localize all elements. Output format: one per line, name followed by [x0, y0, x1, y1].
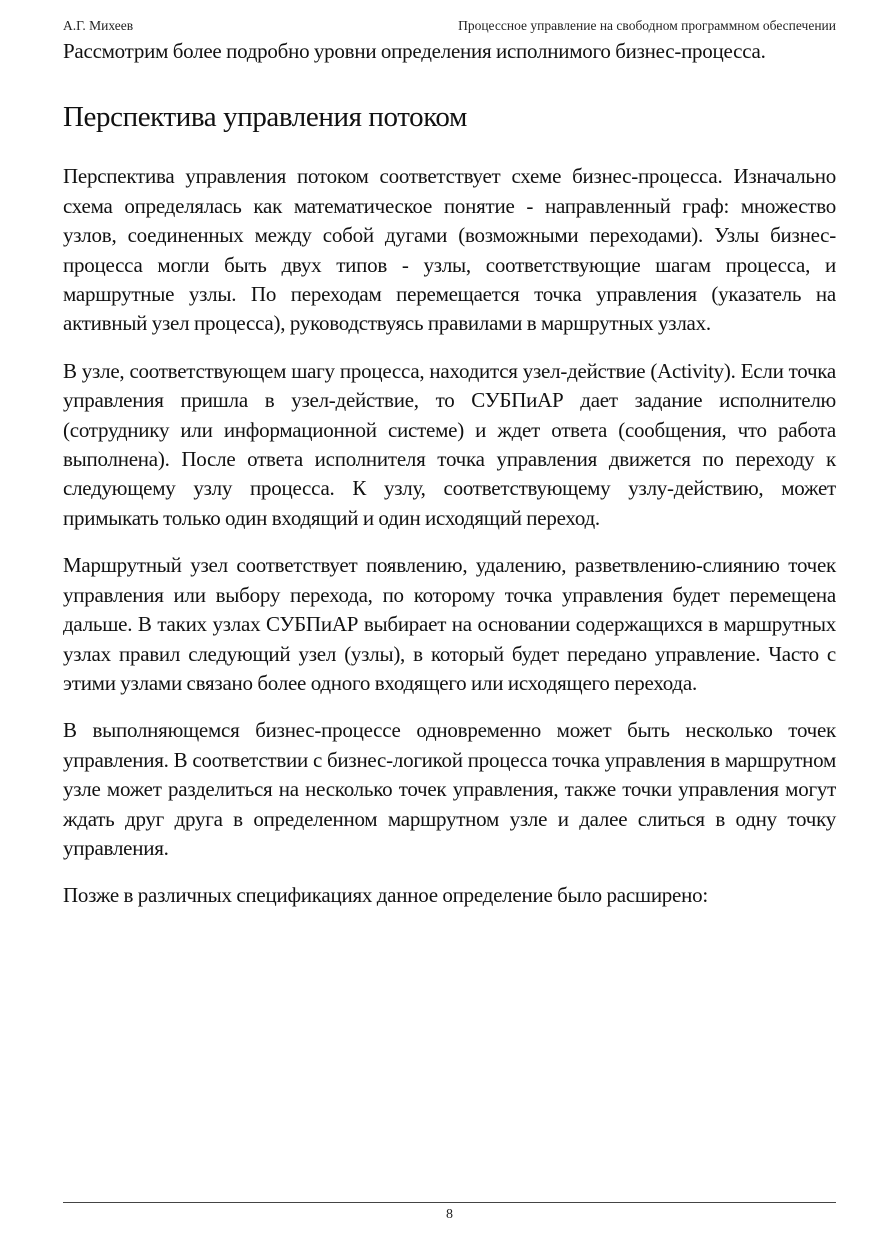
header-author: А.Г. Михеев	[63, 18, 134, 33]
page-number: 8	[446, 1207, 453, 1222]
body-paragraph-2: В узле, соответствующем шагу процесса, находится узел-действие (Activity). Если точка управления пришла в узел-действие, то СУБПиАР дает задание исполнителю (сотруднику или информационной системе) и ждет ответа (сообщения, что работа выполнена). После ответа исполнителя точка управления движется по переходу к следующему узлу процесса. К узлу, соответствующему узлу-действию, может примыкать только один входящий и один исходящий переход.	[63, 358, 836, 530]
body-paragraph-4: В выполняющемся бизнес-процессе одновременно может быть несколько точек управления. В соответствии с бизнес-логикой процесса точка управления в маршрутном узле может разделиться на несколько точек управления, также точки управления могут ждать друг друга в определенном маршрутном узле и далее слиться в одну точку управления.	[63, 718, 836, 860]
footer-rule	[63, 1202, 836, 1203]
body-paragraph-3: Маршрутный узел соответствует появлению, удалению, разветвлению-слиянию точек управления или выбору перехода, по которому точка управления будет перемещена дальше. В таких узлах СУБПиАР выбирает на основании содержащихся в маршрутных узлах правил следующий узел (узлы), в который будет передано управление. Часто с этими узлами связано более одного входящего или исходящего перехода.	[63, 553, 836, 695]
section-heading: Перспектива управления потоком	[63, 101, 467, 134]
running-header	[63, 16, 836, 36]
body-paragraph-1: Перспектива управления потоком соответствует схеме бизнес-процесса. Изначально схема определялась как математическое понятие - направленный граф: множество узлов, соединенных между собой дугами (возможными переходами). Узлы бизнес-процесса могли быть двух типов - узлы, соответствующие шагам процесса, и маршрутные узлы. По переходам перемещается точка управления (указатель на активный узел процесса), руководствуясь правилами в маршрутных узлах.	[63, 164, 836, 336]
header-book-title: Процессное управление на свободном программном обеспечении	[458, 18, 836, 33]
document-page	[63, 0, 836, 1241]
page-content	[63, 37, 836, 911]
body-paragraph-5: Позже в различных спецификациях данное определение было расширено:	[63, 883, 708, 908]
intro-paragraph: Рассмотрим более подробно уровни определения исполнимого бизнес-процесса.	[63, 39, 766, 63]
